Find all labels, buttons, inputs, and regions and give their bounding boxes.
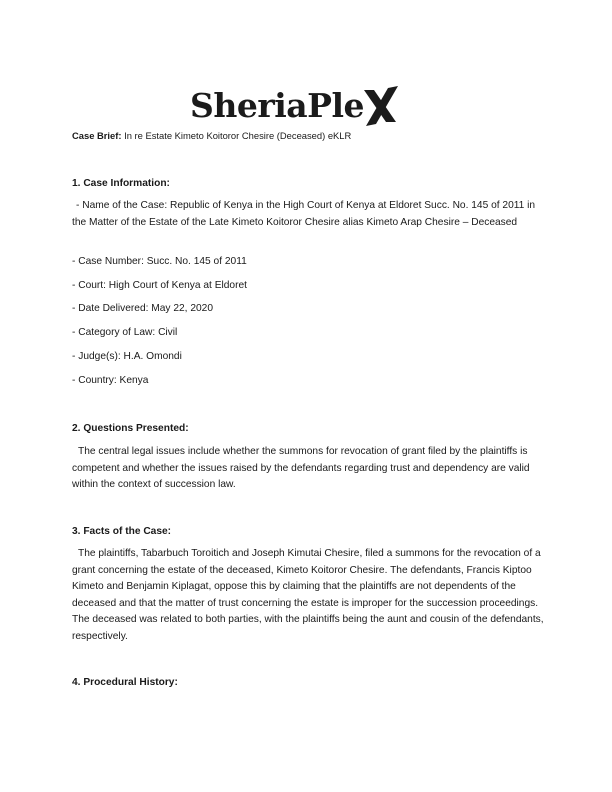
questions-paragraph: The central legal issues include whether the summons for revocation of grant filed by the plaintiffs is competent and whether the issues raised by the defendants regarding trust and dependency are valid within the context of succession law. bbox=[72, 446, 530, 490]
info-item-category: - Category of Law: Civil bbox=[72, 327, 178, 338]
section-heading-questions: 2. Questions Presented: bbox=[72, 423, 189, 434]
case-brief-title: In re Estate Kimeto Koitoror Chesire (Deceased) eKLR bbox=[124, 130, 352, 141]
section-heading-facts: 3. Facts of the Case: bbox=[72, 526, 172, 537]
section-heading-case-information: 1. Case Information: bbox=[72, 178, 170, 189]
sheriaplex-logo bbox=[190, 74, 398, 125]
info-item-judges: - Judge(s): H.A. Omondi bbox=[72, 351, 182, 362]
logo-text: SheriaPle bbox=[190, 86, 364, 125]
section-heading-procedural-history: 4. Procedural History: bbox=[72, 677, 178, 688]
info-item-case-number: - Case Number: Succ. No. 145 of 2011 bbox=[72, 256, 247, 267]
case-brief-label: Case Brief: bbox=[72, 130, 122, 141]
case-name-paragraph: - Name of the Case: Republic of Kenya in the High Court of Kenya at Eldoret Succ. No. 145 of 2011 in the Matter of the Estate of the Late Kimeto Koitoror Chesire alias Kimeto Arap Chesire – Deceased bbox=[72, 200, 536, 228]
info-item-date-delivered: - Date Delivered: May 22, 2020 bbox=[72, 303, 213, 314]
case-brief-line bbox=[72, 130, 351, 141]
facts-paragraph: The plaintiffs, Tabarbuch Toroitich and Joseph Kimutai Chesire, filed a summons for the revocation of a grant concerning the estate of the deceased, Kimeto Koitoror Chesire. The defendants, Francis Kiptoo Kimeto and Benjamin Kiplagat, oppose this by claiming that the plaintiffs are not dependents of the deceased and that the matter of trust concerning the estate is improper for the succession proceedings. The deceased was related to both parties, with the plaintiffs being the aunt and cousin of the defendants, respectively. bbox=[72, 548, 544, 642]
info-item-country: - Country: Kenya bbox=[72, 375, 149, 386]
stylized-x-icon bbox=[362, 86, 398, 126]
info-item-court: - Court: High Court of Kenya at Eldoret bbox=[72, 280, 247, 291]
